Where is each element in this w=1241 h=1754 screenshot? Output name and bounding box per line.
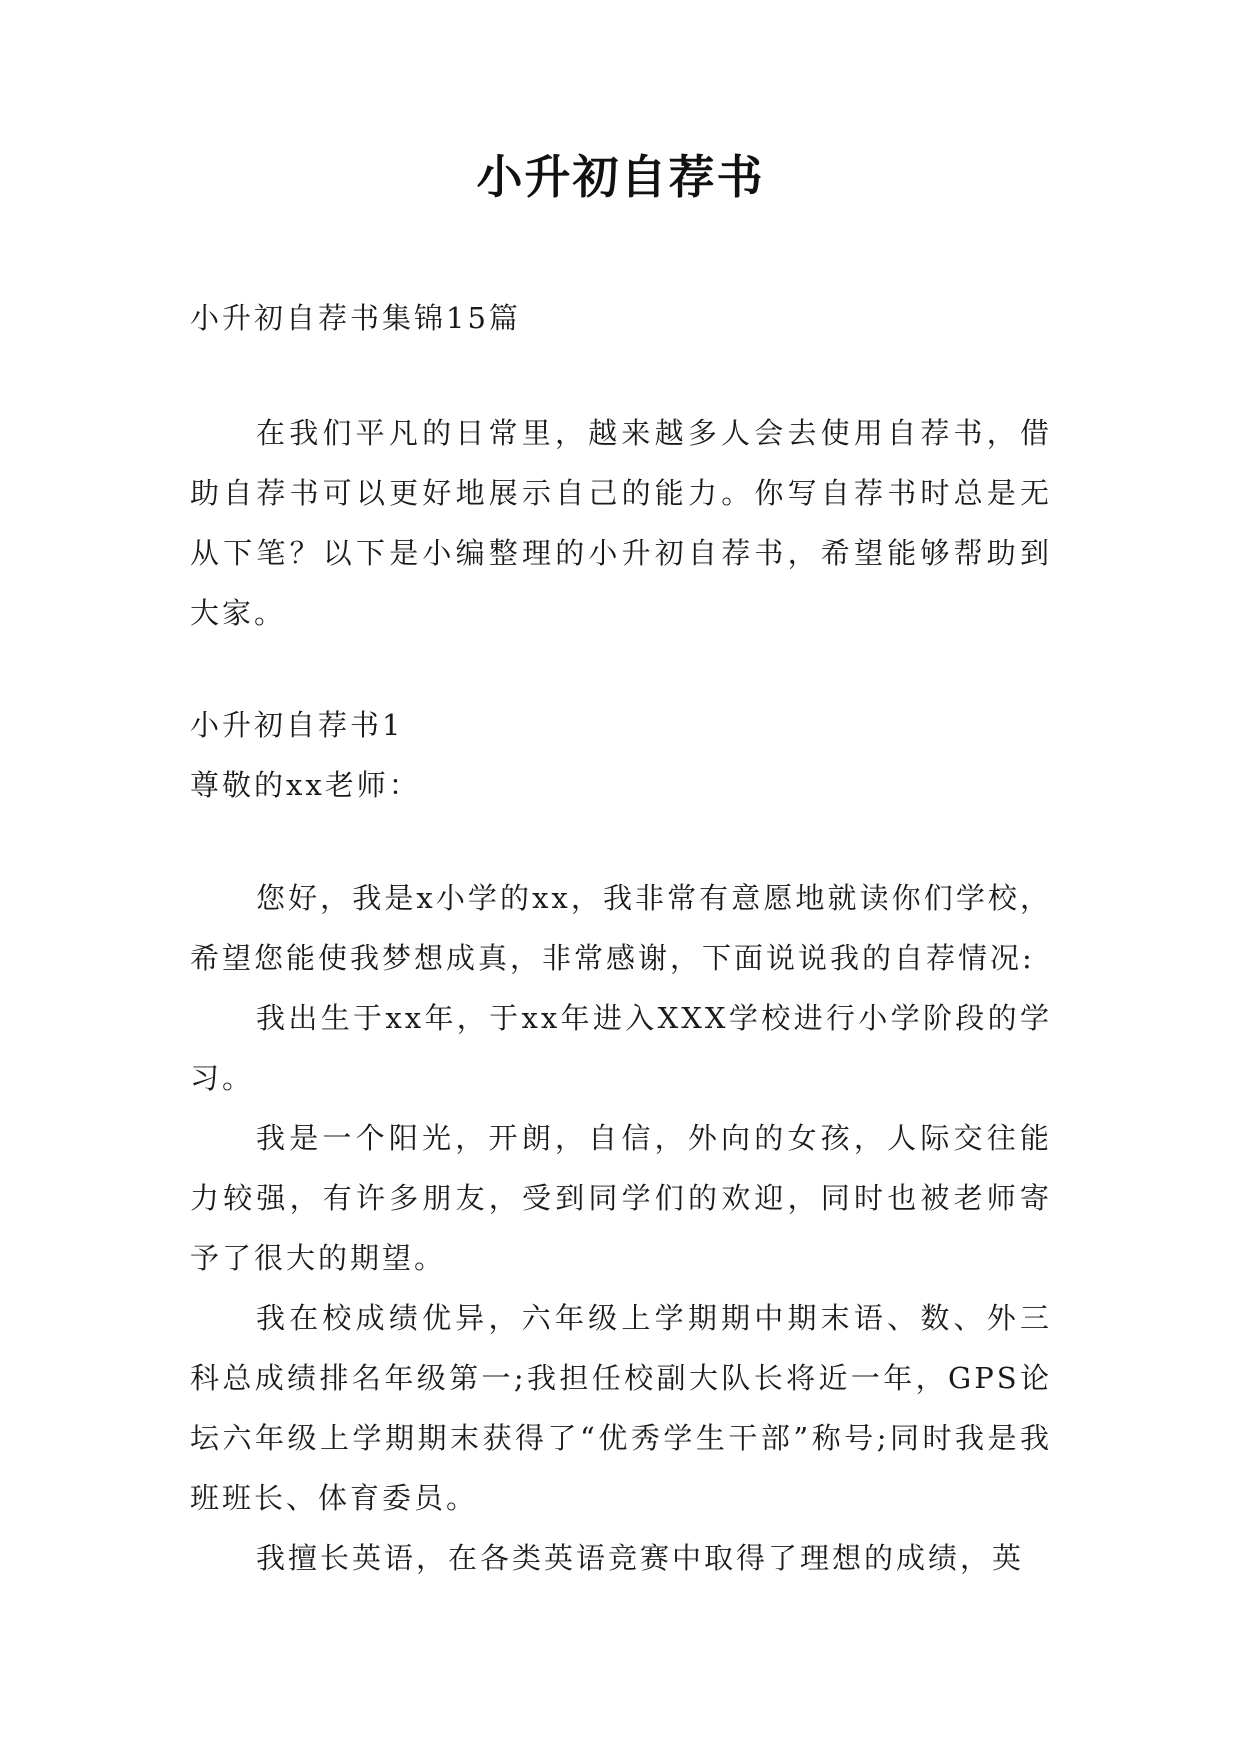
body-paragraph: 我是一个阳光，开朗，自信，外向的女孩，人际交往能力较强，有许多朋友，受到同学们的欢迎，同时也被老师寄予了很大的期望。 — [190, 1121, 1052, 1275]
subtitle-text: 小升初自荐书集锦15篇 — [190, 301, 521, 335]
section-heading: 小升初自荐书1 — [190, 708, 404, 742]
body-paragraph: 我擅长英语，在各类英语竞赛中取得了理想的成绩，英 — [256, 1541, 1025, 1575]
body-paragraph: 我出生于xx年，于xx年进入XXX学校进行小学阶段的学习。 — [190, 1001, 1052, 1095]
intro-paragraph: 在我们平凡的日常里，越来越多人会去使用自荐书，借助自荐书可以更好地展示自己的能力。你写自荐书时总是无从下笔？以下是小编整理的小升初自荐书，希望能够帮助到大家。 — [190, 416, 1052, 630]
body-paragraph: 您好，我是x小学的xx，我非常有意愿地就读你们学校，希望您能使我梦想成真，非常感谢，下面说说我的自荐情况: — [190, 881, 1052, 975]
intro-paragraph-block — [190, 403, 1052, 643]
letter-body — [190, 868, 1052, 1588]
collection-subtitle — [190, 288, 1052, 348]
document-title: 小升初自荐书 — [476, 150, 765, 204]
section-header — [190, 695, 1052, 815]
body-paragraph: 我在校成绩优异，六年级上学期期中期末语、数、外三科总成绩排名年级第一;我担任校副大队长将近一年，GPS论坛六年级上学期期末获得了“优秀学生干部”称号;同时我是我班班长、体育委员。 — [190, 1301, 1052, 1515]
salutation: 尊敬的xx老师： — [190, 768, 421, 802]
